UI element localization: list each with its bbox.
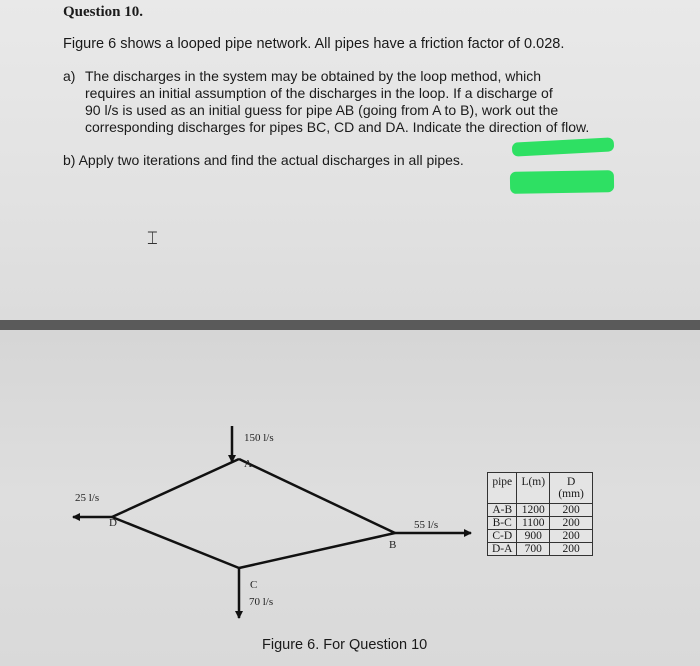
outflow-b-label: 55 l/s bbox=[414, 519, 439, 531]
node-b-label: B bbox=[389, 539, 397, 551]
pipe-bc bbox=[239, 533, 395, 568]
node-d-label: D bbox=[109, 517, 117, 529]
node-c-label: C bbox=[250, 579, 258, 591]
table-row bbox=[488, 504, 593, 517]
table-row bbox=[488, 530, 593, 543]
inflow-a-label: 150 l/s bbox=[244, 432, 274, 444]
part-a-line: requires an initial assumption of the discharges in the loop. If a discharge of bbox=[85, 85, 553, 101]
table-cell: B-C bbox=[488, 517, 517, 530]
pipe-cd bbox=[112, 517, 239, 568]
part-b-text: Apply two iterations and find the actual discharges in all pipes. bbox=[78, 152, 464, 168]
pipe-ab bbox=[239, 459, 395, 533]
table-cell: 200 bbox=[550, 504, 593, 517]
table-header-cell: L(m) bbox=[517, 473, 550, 504]
table-row bbox=[488, 517, 593, 530]
part-b-label: b) bbox=[63, 152, 76, 168]
table-cell: 900 bbox=[517, 530, 550, 543]
table-cell: 200 bbox=[550, 530, 593, 543]
figure-caption: Figure 6. For Question 10 bbox=[262, 637, 428, 653]
table-cell: 200 bbox=[550, 543, 593, 556]
table-cell: 700 bbox=[517, 543, 550, 556]
table-cell: C-D bbox=[488, 530, 517, 543]
pipe-da bbox=[112, 459, 239, 517]
text-cursor-icon: ⌶ bbox=[147, 228, 158, 248]
pipe-network-diagram bbox=[0, 330, 700, 666]
table-header-cell: D (mm) bbox=[550, 473, 593, 504]
page-divider bbox=[0, 320, 700, 330]
table-cell: A-B bbox=[488, 504, 517, 517]
question-title: Question 10. bbox=[63, 4, 144, 20]
part-a bbox=[63, 68, 663, 136]
table-cell: 200 bbox=[550, 517, 593, 530]
pipe-data-table bbox=[487, 472, 593, 556]
part-b bbox=[63, 152, 464, 168]
question-intro: Figure 6 shows a looped pipe network. All pipes have a friction factor of 0.028. bbox=[63, 36, 565, 52]
part-a-line: The discharges in the system may be obtained by the loop method, which bbox=[85, 68, 542, 84]
table-row bbox=[488, 543, 593, 556]
outflow-c-label: 70 l/s bbox=[249, 596, 274, 608]
table-cell: 1200 bbox=[517, 504, 550, 517]
part-a-line: corresponding discharges for pipes BC, CD and DA. Indicate the direction of flow. bbox=[85, 119, 590, 135]
part-a-label: a) bbox=[63, 68, 76, 84]
outflow-d-label: 25 l/s bbox=[75, 492, 100, 504]
table-cell: D-A bbox=[488, 543, 517, 556]
highlighter-mark bbox=[510, 170, 614, 194]
part-a-line: 90 l/s is used as an initial guess for pipe AB (going from A to B), work out the bbox=[85, 102, 559, 118]
table-header-cell: pipe bbox=[488, 473, 517, 504]
table-header-row bbox=[488, 473, 593, 504]
node-a-label: A bbox=[244, 458, 252, 470]
table-cell: 1100 bbox=[517, 517, 550, 530]
